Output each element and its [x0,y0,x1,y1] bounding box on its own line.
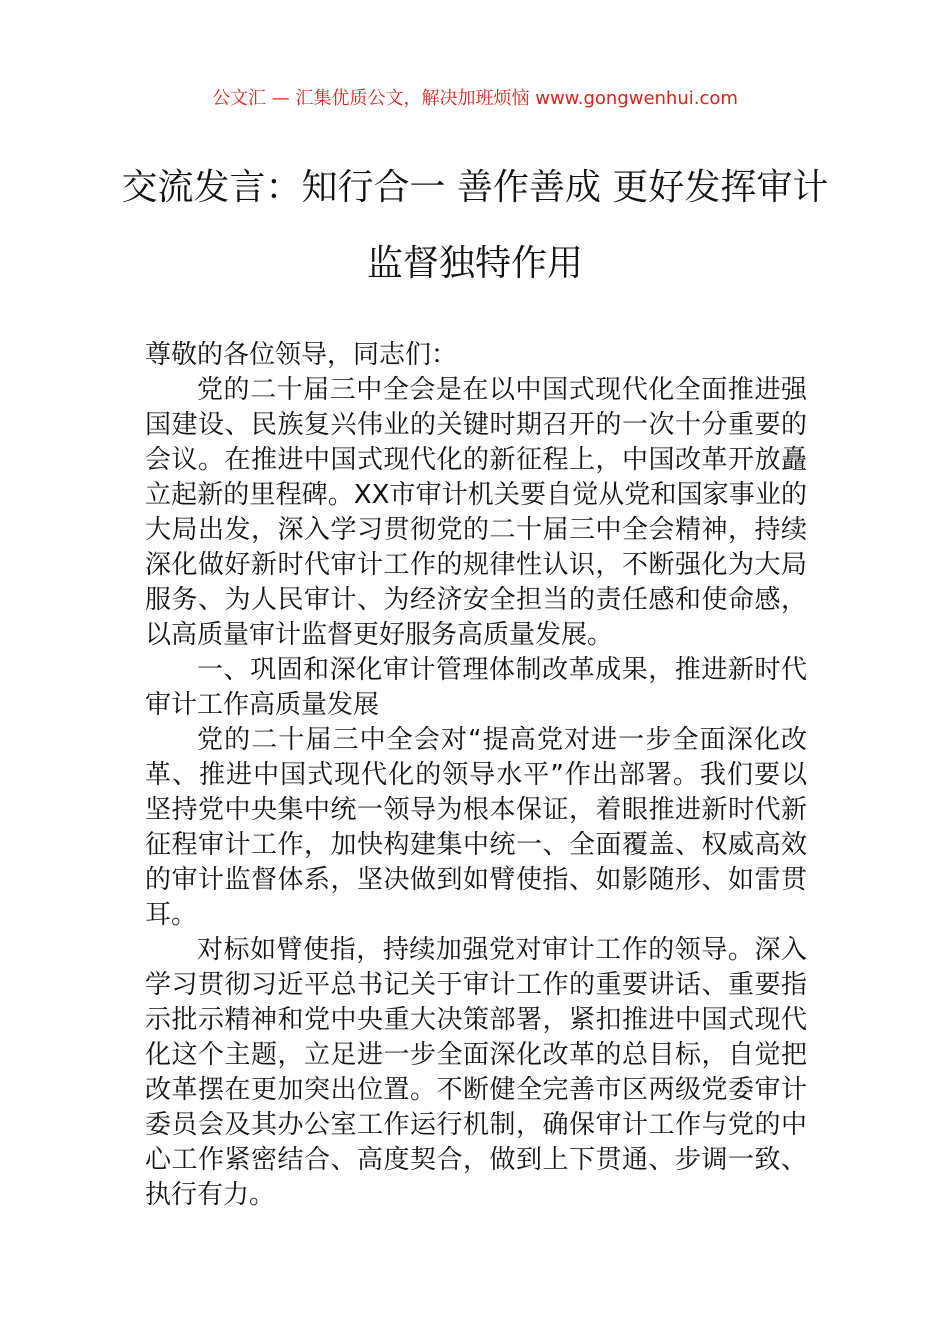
paragraph-intro: 党的二十届三中全会是在以中国式现代化全面推进强国建设、民族复兴伟业的关键时期召开的一次十分重要的会议。在推进中国式现代化的新征程上，中国改革开放矗立起新的里程碑。XX市审计机关要自觉从党和国家事业的大局出发，深入学习贯彻党的二十届三中全会精神，持续深化做好新时代审计工作的规律性认识，不断强化为大局服务、为人民审计、为经济安全担当的责任感和使命感，以高质量审计监督更好服务高质量发展。 [145,375,807,650]
paragraph-section-1-intro: 党的二十届三中全会对“提高党对进一步全面深化改革、推进中国式现代化的领导水平”作出部署。我们要以坚持党中央集中统一领导为根本保证，着眼推进新时代新征程审计工作，加快构建集中统一、全面覆盖、权威高效的审计监督体系，坚决做到如臂使指、如影随形、如雷贯耳。 [145,725,807,930]
header-banner: 公文汇 — 汇集优质公文，解决加班烦恼 www.gongwenhui.com [212,88,738,109]
document-title: 交流发言：知行合一 善作善成 更好发挥审计监督独特作用 [121,167,829,284]
salutation: 尊敬的各位领导，同志们： [145,340,458,370]
section-heading-1: 一、巩固和深化审计管理体制改革成果，推进新时代审计工作高质量发展 [145,655,807,720]
document-body [145,338,807,1213]
paragraph-section-1-point-1: 对标如臂使指，持续加强党对审计工作的领导。深入学习贯彻习近平总书记关于审计工作的重要讲话、重要指示批示精神和党中央重大决策部署，紧扣推进中国式现代化这个主题，立足进一步全面深化改革的总目标，自觉把改革摆在更加突出位置。不断健全完善市区两级党委审计委员会及其办公室工作运行机制，确保审计工作与党的中心工作紧密结合、高度契合，做到上下贯通、步调一致、执行有力。 [145,935,807,1210]
